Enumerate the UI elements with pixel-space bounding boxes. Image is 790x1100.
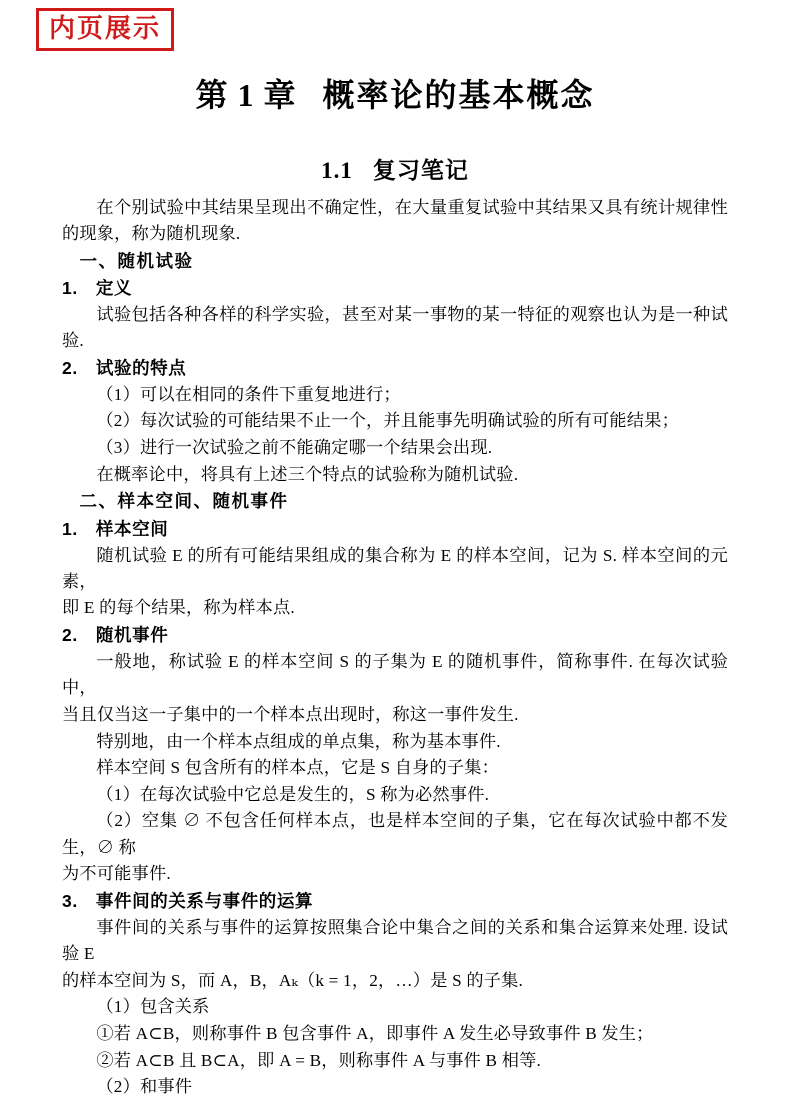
- paragraph-relation-d: ①若 A⊂B，则称事件 B 包含事件 A，即事件 A 发生必导致事件 B 发生；: [96, 1024, 654, 1044]
- heading-sample-space: 1. 样本空间: [62, 518, 169, 539]
- heading-event-relations: 3. 事件间的关系与事件的运算: [62, 890, 314, 911]
- section-title: [62, 152, 728, 185]
- paragraph-event-a: 一般地，称试验 E 的样本空间 S 的子集为 E 的随机事件，简称事件. 在每次试验中，: [62, 652, 728, 698]
- paragraph-relation-b: 的样本空间为 S，而 A，B，Aₖ（k = 1，2，…）是 S 的子集.: [62, 970, 523, 990]
- chapter-name: 概率论的基本概念: [322, 77, 595, 113]
- heading-sample-space-events: 二、样本空间、随机事件: [79, 491, 289, 512]
- paragraph-feature-conclusion: 在概率论中，将具有上述三个特点的试验称为随机试验.: [96, 464, 519, 484]
- heading-random-event: 2. 随机事件: [62, 625, 169, 646]
- heading-random-experiment: 一、随机试验: [79, 250, 194, 271]
- paragraph-event-b: 当且仅当这一子集中的一个样本点出现时，称这一事件发生.: [62, 704, 519, 724]
- paragraph-event-d: 样本空间 S 包含所有的样本点，它是 S 自身的子集：: [96, 758, 500, 778]
- paragraph-event-g: 为不可能事件.: [62, 864, 171, 884]
- section-name: 复习笔记: [372, 158, 469, 183]
- paragraph-event-f: （2）空集 ∅ 不包含任何样本点，也是样本空间的子集，它在每次试验中都不发生，∅ 称: [62, 811, 728, 857]
- paragraph-intro: 在个别试验中其结果呈现出不确定性，在大量重复试验中其结果又具有统计规律性的现象，称为随机现象.: [62, 198, 728, 244]
- paragraph-relation-c: （1）包含关系: [96, 997, 210, 1017]
- paragraph-relation-a: 事件间的关系与事件的运算按照集合论中集合之间的关系和集合运算来处理. 设试验 E: [62, 917, 728, 964]
- section-number: 1.1: [321, 158, 353, 183]
- paragraph-definition: 试验包括各种各样的科学实验，甚至对某一事物的某一特征的观察也认为是一种试验.: [62, 304, 728, 351]
- paragraph-relation-f: （2）和事件: [96, 1077, 193, 1097]
- chapter-number: 第 1 章: [195, 77, 297, 113]
- page-badge: 内页展示: [36, 8, 174, 51]
- paragraph-sample-space-a: 随机试验 E 的所有可能结果组成的集合称为 E 的样本空间，记为 S. 样本空间的元素，: [62, 545, 728, 591]
- paragraph-feature-2: （2）每次试验的可能结果不止一个，并且能事先明确试验的所有可能结果；: [96, 411, 679, 431]
- paragraph-event-c: 特别地，由一个样本点组成的单点集，称为基本事件.: [96, 731, 501, 751]
- heading-definition: 1. 定义: [62, 277, 133, 298]
- section-body: [62, 195, 728, 1100]
- paragraph-sample-space-b: 即 E 的每个结果，称为样本点.: [62, 598, 295, 618]
- paragraph-feature-3: （3）进行一次试验之前不能确定哪一个结果会出现.: [96, 438, 493, 458]
- heading-experiment-features: 2. 试验的特点: [62, 357, 187, 378]
- paragraph-relation-e: ②若 A⊂B 且 B⊂A，即 A = B，则称事件 A 与事件 B 相等.: [96, 1050, 541, 1070]
- paragraph-event-e: （1）在每次试验中它总是发生的，S 称为必然事件.: [96, 784, 490, 804]
- paragraph-feature-1: （1）可以在相同的条件下重复地进行；: [96, 384, 401, 404]
